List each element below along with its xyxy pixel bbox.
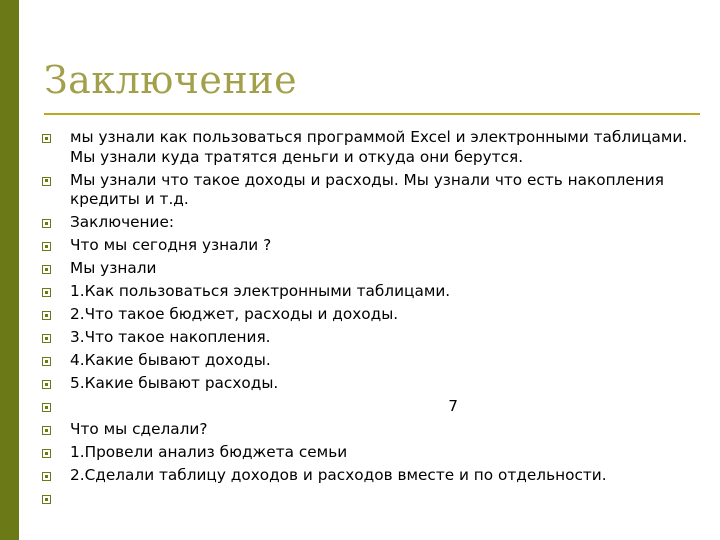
bullet-square-icon bbox=[42, 265, 51, 274]
bullet-square-icon bbox=[42, 311, 51, 320]
bullet-square-icon bbox=[42, 357, 51, 366]
bullet-square-icon bbox=[42, 449, 51, 458]
bullet-item bbox=[42, 171, 702, 210]
bullet-text: 3.Что такое накопления. bbox=[70, 328, 271, 346]
bullet-square-icon bbox=[42, 495, 51, 504]
bullet-item bbox=[42, 443, 702, 463]
side-bar bbox=[0, 0, 19, 540]
bullet-text: 5.Какие бывают расходы. bbox=[70, 374, 279, 392]
bullet-text: Что мы сегодня узнали ? bbox=[70, 236, 272, 254]
bullet-square-icon bbox=[42, 134, 51, 143]
bullet-text: 2.Сделали таблицу доходов и расходов вместе и по отдельности. bbox=[70, 466, 607, 484]
bullet-item bbox=[42, 128, 702, 167]
bullet-item bbox=[42, 328, 702, 348]
bullet-item bbox=[42, 282, 702, 302]
bullet-text: мы узнали как пользоваться программой Excel и электронными таблицами. Мы узнали куда тратятся деньги и откуда они берутся. bbox=[70, 128, 688, 166]
bullet-item bbox=[42, 374, 702, 394]
bullet-square-icon bbox=[42, 403, 51, 412]
bullet-item bbox=[42, 489, 702, 509]
bullet-item bbox=[42, 397, 702, 417]
bullet-text: Что мы сделали? bbox=[70, 420, 208, 438]
bullet-text: 2.Что такое бюджет, расходы и доходы. bbox=[70, 305, 399, 323]
bullet-square-icon bbox=[42, 334, 51, 343]
bullet-square-icon bbox=[42, 242, 51, 251]
bullet-square-icon bbox=[42, 219, 51, 228]
bullet-item bbox=[42, 213, 702, 233]
slide-number: 7 bbox=[448, 397, 458, 415]
bullet-item bbox=[42, 236, 702, 256]
bullet-item bbox=[42, 351, 702, 371]
bullet-item bbox=[42, 259, 702, 279]
bullet-list bbox=[42, 128, 702, 512]
bullet-item bbox=[42, 305, 702, 325]
bullet-square-icon bbox=[42, 472, 51, 481]
bullet-text: Заключение: bbox=[70, 213, 175, 231]
bullet-text: 4.Какие бывают доходы. bbox=[70, 351, 271, 369]
bullet-text: 1.Провели анализ бюджета семьи bbox=[70, 443, 348, 461]
bullet-text: Мы узнали что такое доходы и расходы. Мы узнали что есть накопления кредиты и т.д. bbox=[70, 170, 664, 208]
bullet-text: Мы узнали bbox=[70, 259, 157, 277]
bullet-square-icon bbox=[42, 288, 51, 297]
slide-title: Заключение bbox=[44, 58, 298, 102]
bullet-text: 1.Как пользоваться электронными таблицами. bbox=[70, 282, 451, 300]
bullet-item bbox=[42, 420, 702, 440]
bullet-item bbox=[42, 466, 702, 486]
bullet-square-icon bbox=[42, 380, 51, 389]
title-divider bbox=[44, 113, 700, 115]
bullet-square-icon bbox=[42, 426, 51, 435]
bullet-square-icon bbox=[42, 177, 51, 186]
